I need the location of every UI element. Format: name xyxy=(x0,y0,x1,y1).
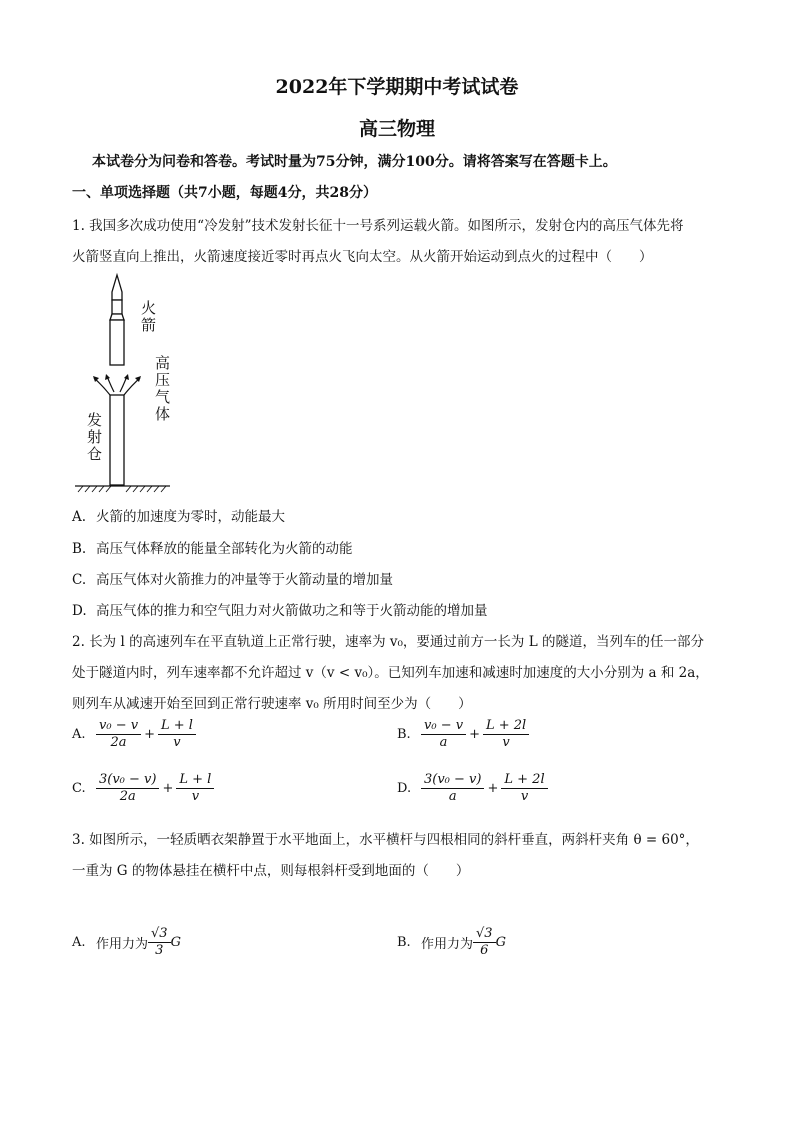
section-heading: 一、单项选择题（共7小题，每题4分，共28分） xyxy=(72,185,377,201)
fraction-2 xyxy=(501,772,547,805)
fraction-2 xyxy=(176,772,214,805)
option-key: C. xyxy=(72,781,86,796)
q2-option-d[interactable] xyxy=(397,772,548,805)
denominator: v xyxy=(191,789,200,804)
rocket-nose xyxy=(112,275,122,300)
numerator: L + l xyxy=(158,718,196,735)
label-high-pressure-gas: 高压气体 xyxy=(153,355,171,423)
fraction-1 xyxy=(421,718,466,751)
plus-sign: + xyxy=(469,727,480,742)
option-text: 高压气体对火箭推力的冲量等于火箭动量的增加量 xyxy=(96,572,393,588)
option-suffix: G xyxy=(495,935,506,950)
ground-hatching xyxy=(78,486,166,492)
option-key: A. xyxy=(72,727,86,742)
fraction-2 xyxy=(158,718,196,751)
denominator: 3 xyxy=(155,943,164,958)
q1-option-d[interactable] xyxy=(72,599,488,619)
exam-instructions: 本试卷分为问卷和答卷。考试时量为75分钟，满分100分。请将答案写在答题卡上。 xyxy=(92,154,617,170)
option-key: B. xyxy=(397,935,411,950)
q3-stem-line2: 一重为 G 的物体悬挂在横杆中点，则每根斜杆受到地面的（ ） xyxy=(72,863,470,879)
gas-arrowheads xyxy=(93,374,141,382)
q2-stem-line1: 2. 长为 l 的高速列车在平直轨道上正常行驶，速率为 v₀，要通过前方一长为 L 的隧道，当列车的任一部分 xyxy=(72,634,704,650)
q1-option-a[interactable] xyxy=(72,505,285,525)
denominator: v xyxy=(520,789,529,804)
numerator: v₀ − v xyxy=(96,718,141,735)
option-prefix: 作用力为 xyxy=(421,937,474,952)
option-prefix: 作用力为 xyxy=(96,937,149,952)
numerator: L + 2l xyxy=(501,772,547,789)
rocket-upper-body xyxy=(112,300,122,314)
denominator: v xyxy=(502,735,510,750)
numerator: L + 2l xyxy=(483,718,529,735)
plus-sign: + xyxy=(144,727,155,742)
q2-option-a[interactable] xyxy=(72,718,196,751)
q1-option-b[interactable] xyxy=(72,537,353,557)
option-key: B. xyxy=(397,727,411,742)
denominator: 6 xyxy=(480,943,489,958)
gas-arrows xyxy=(94,376,140,395)
plus-sign: + xyxy=(487,781,499,796)
denominator: 2a xyxy=(110,735,127,750)
numerator: √3 xyxy=(473,926,496,943)
option-key: C. xyxy=(72,572,87,588)
option-text: 高压气体释放的能量全部转化为火箭的动能 xyxy=(96,541,353,557)
numerator: √3 xyxy=(148,926,171,943)
exam-title: 2022年下学期期中考试试卷 xyxy=(275,76,519,98)
rocket-lower-body xyxy=(110,320,124,365)
plus-sign: + xyxy=(162,781,174,796)
q2-option-c[interactable] xyxy=(72,772,214,805)
label-launch-silo: 发射仓 xyxy=(85,412,103,463)
fraction-1 xyxy=(96,772,159,805)
option-key: A. xyxy=(72,935,86,950)
launch-silo xyxy=(110,395,124,485)
subject-title: 高三物理 xyxy=(358,118,435,140)
q2-stem-line2: 处于隧道内时，列车速率都不允许超过 v（v < v₀）。已知列车加速和减速时加速度的大小分别为 a 和 2a， xyxy=(72,665,709,681)
q2-option-b[interactable] xyxy=(397,718,529,751)
fraction-1 xyxy=(421,772,484,805)
q3-option-b[interactable] xyxy=(397,926,506,959)
fraction xyxy=(473,926,496,959)
option-key: A. xyxy=(72,509,87,525)
numerator: L + l xyxy=(176,772,214,789)
q1-stem-line1: 1. 我国多次成功使用“冷发射”技术发射长征十一号系列运载火箭。如图所示，发射仓内的高压气体先将 xyxy=(72,218,684,234)
option-key: B. xyxy=(72,541,87,557)
q2-stem-line3: 则列车从减速开始至回到正常行驶速率 v₀ 所用时间至少为（ ） xyxy=(72,696,472,712)
option-text: 高压气体的推力和空气阻力对火箭做功之和等于火箭动能的增加量 xyxy=(96,603,488,619)
denominator: 2a xyxy=(119,789,136,804)
q3-stem-line1: 3. 如图所示，一轻质晒衣架静置于水平地面上，水平横杆与四根相同的斜杆垂直，两斜杆夹角 θ = 60°， xyxy=(72,832,699,848)
option-key: D. xyxy=(72,603,87,619)
q3-option-a[interactable] xyxy=(72,926,181,959)
option-key: D. xyxy=(397,781,412,796)
denominator: a xyxy=(448,789,457,804)
q1-stem-line2: 火箭竖直向上推出，火箭速度接近零时再点火飞向太空。从火箭开始运动到点火的过程中（ ） xyxy=(72,249,653,265)
label-rocket: 火箭 xyxy=(139,300,157,334)
numerator: 3(v₀ − v) xyxy=(421,772,484,789)
fraction-1 xyxy=(96,718,141,751)
denominator: v xyxy=(173,735,181,750)
option-text: 火箭的加速度为零时，动能最大 xyxy=(96,509,285,525)
option-suffix: G xyxy=(170,935,181,950)
q1-option-c[interactable] xyxy=(72,568,393,588)
numerator: v₀ − v xyxy=(421,718,466,735)
denominator: a xyxy=(439,735,448,750)
rocket-launch-figure xyxy=(70,270,190,495)
fraction xyxy=(148,926,171,959)
numerator: 3(v₀ − v) xyxy=(96,772,159,789)
rocket-flare xyxy=(110,314,124,320)
fraction-2 xyxy=(483,718,529,751)
